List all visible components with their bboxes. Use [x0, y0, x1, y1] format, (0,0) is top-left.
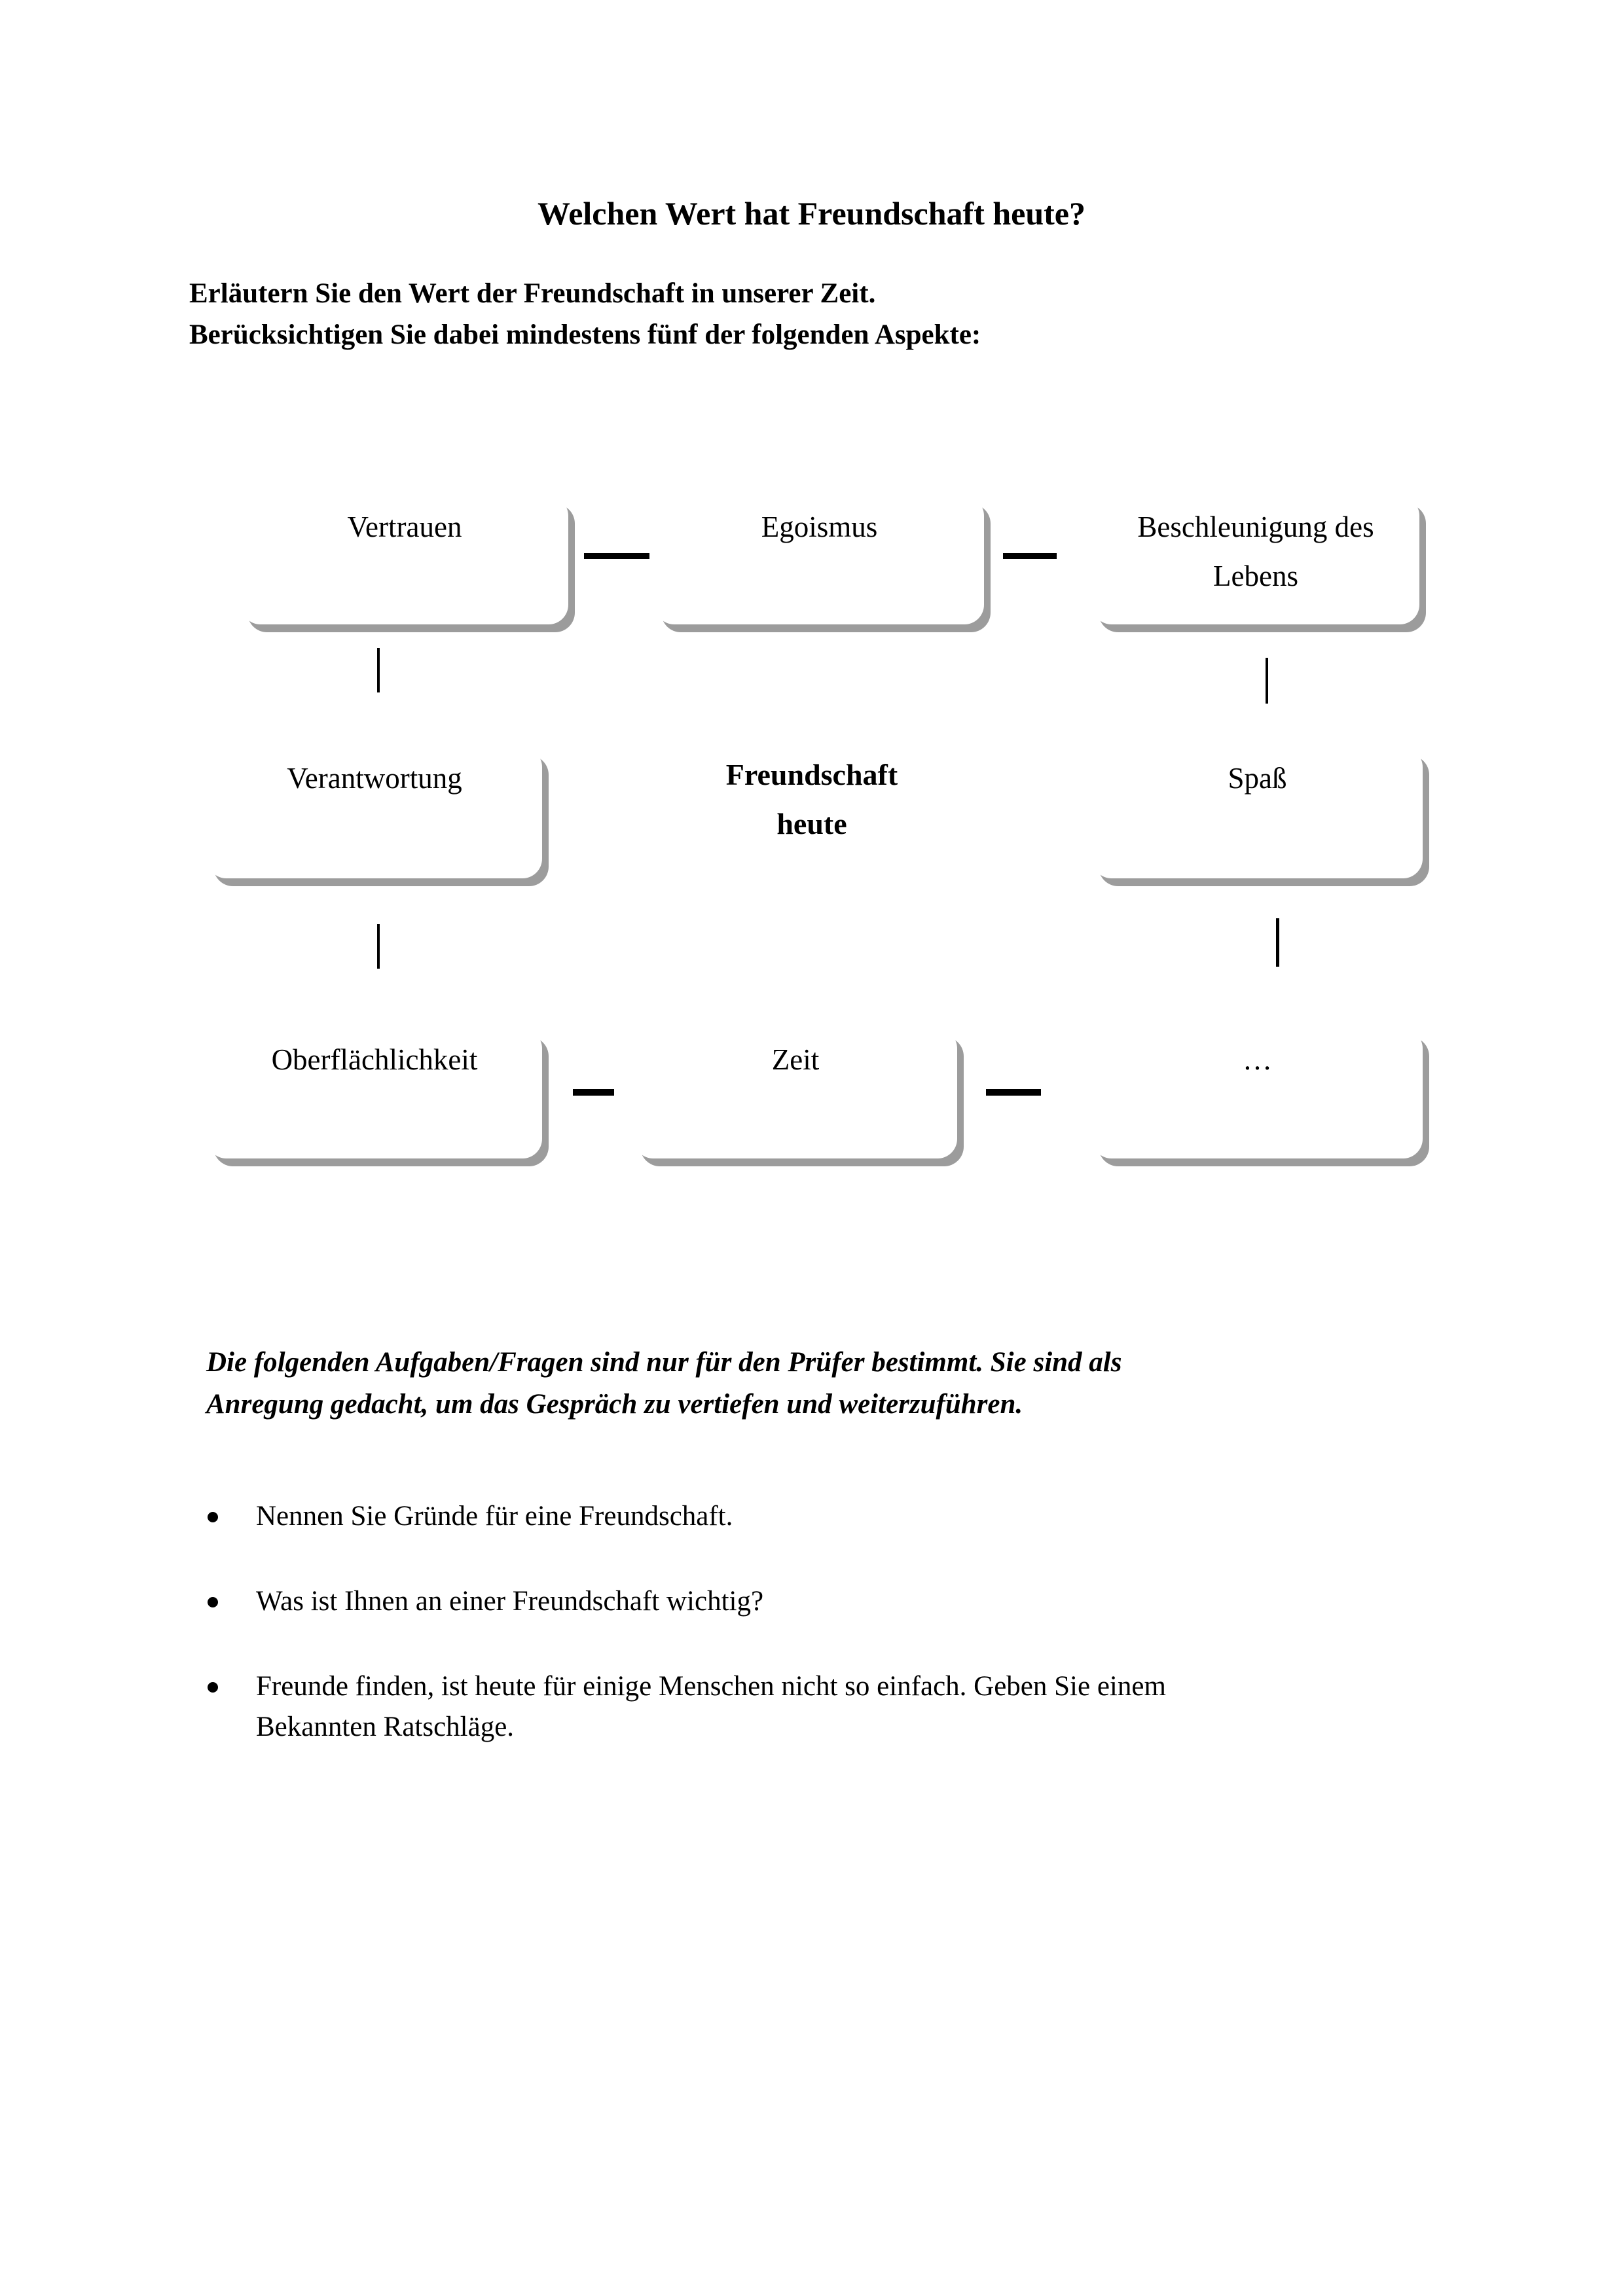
page-title: Welchen Wert hat Freundschaft heute? [537, 195, 1085, 232]
examiner-note-line-2: Anregung gedacht, um das Gespräch zu vertiefen und weiterzuführen. [206, 1389, 1023, 1420]
center-title-line-1: Freundschaft [725, 758, 898, 791]
connector-line-verantwortung-oberflaechlichkeit [377, 924, 380, 969]
node-box-zeit [634, 1029, 957, 1158]
connector-line-vertrauen-egoismus [584, 553, 649, 559]
question-text: Nennen Sie Gründe für eine Freundschaft. [256, 1501, 733, 1532]
connector-line-zeit-ellipsis [986, 1089, 1041, 1096]
bullet-icon [208, 1597, 218, 1607]
connector-line-oberflaechlichkeit-zeit [573, 1089, 614, 1096]
examiner-note [206, 1342, 1359, 1426]
node-label: Beschleunigung des Lebens [1137, 511, 1374, 592]
connector-line-beschleunigung-spass [1266, 658, 1268, 704]
node-label: Oberflächlichkeit [271, 1043, 478, 1076]
node-label: Vertrauen [347, 511, 462, 543]
center-title-line-2: heute [776, 807, 847, 840]
intro-line-1: Erläutern Sie den Wert der Freundschaft in unserer Zeit. [189, 278, 876, 309]
list-item [206, 1581, 1293, 1622]
connector-line-egoismus-beschleunigung [1003, 553, 1057, 559]
list-item [206, 1666, 1293, 1748]
node-label: Zeit [771, 1043, 820, 1076]
question-text: Freunde finden, ist heute für einige Menschen nicht so einfach. Geben Sie einem Bekannten Ratschläge. [256, 1671, 1166, 1742]
node-box-vertrauen [241, 496, 568, 624]
node-box-spass [1092, 747, 1423, 878]
intro-line-2: Berücksichtigen Sie dabei mindestens fünf der folgenden Aspekte: [189, 319, 981, 350]
node-box-oberflaechlichkeit [207, 1029, 542, 1158]
node-label: Egoismus [761, 511, 878, 543]
node-box-egoismus [655, 496, 984, 624]
bullet-icon [208, 1682, 218, 1693]
node-label: Verantwortung [287, 762, 462, 795]
question-list [206, 1496, 1293, 1792]
node-label: Spaß [1228, 762, 1287, 795]
bullet-icon [208, 1512, 218, 1522]
examiner-note-line-1: Die folgenden Aufgaben/Fragen sind nur für den Prüfer bestimmt. Sie sind als [206, 1347, 1122, 1378]
connector-line-spass-ellipsis [1276, 918, 1279, 967]
list-item [206, 1496, 1293, 1537]
node-box-verantwortung [207, 747, 542, 878]
connector-line-vertrauen-verantwortung [377, 648, 380, 692]
node-box-ellipsis [1092, 1029, 1423, 1158]
node-label: … [1243, 1043, 1272, 1076]
question-text: Was ist Ihnen an einer Freundschaft wichtig? [256, 1586, 764, 1617]
diagram-center-title [635, 750, 989, 848]
node-box-beschleunigung-des-lebens [1092, 496, 1419, 624]
